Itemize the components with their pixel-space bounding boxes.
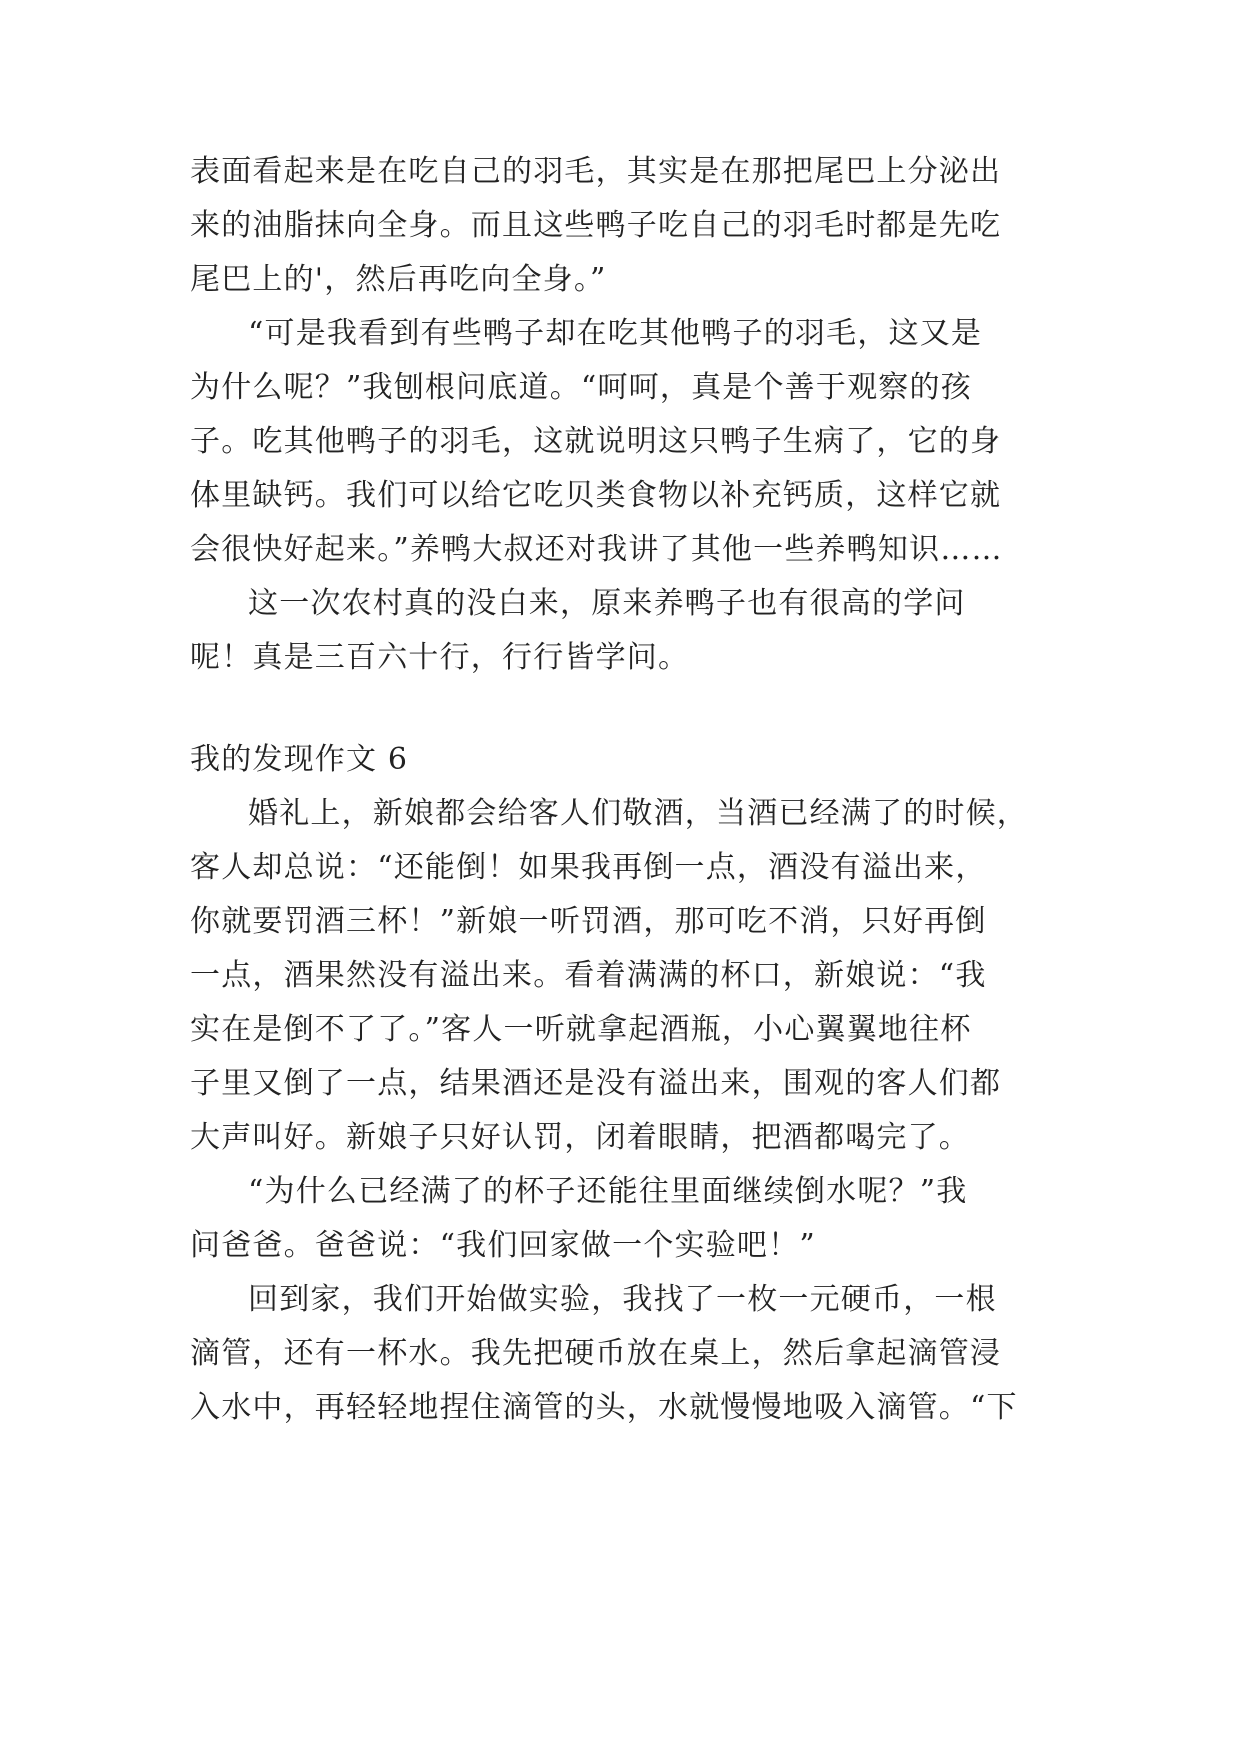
paragraph-line: 大声叫好。新娘子只好认罚，闭着眼睛，把酒都喝完了。 [190, 1120, 970, 1155]
paragraph-line: 一点，酒果然没有溢出来。看着满满的杯口，新娘说：“我 [190, 958, 987, 993]
paragraph-line: 回到家，我们开始做实验，我找了一枚一元硬币，一根 [248, 1282, 997, 1317]
paragraph-line: “可是我看到有些鸭子却在吃其他鸭子的羽毛，这又是 [248, 316, 983, 351]
paragraph-line: 这一次农村真的没白来，原来养鸭子也有很高的学问 [248, 586, 966, 621]
section-heading: 我的发现作文 6 [190, 742, 409, 777]
paragraph-line: 客人却总说：“还能倒！如果我再倒一点，酒没有溢出来， [190, 850, 987, 885]
paragraph-line: 子里又倒了一点，结果酒还是没有溢出来，围观的客人们都 [190, 1066, 1002, 1101]
paragraph-line: 会很快好起来。”养鸭大叔还对我讲了其他一些养鸭知识…… [190, 532, 1003, 567]
paragraph-line: 子。吃其他鸭子的羽毛，这就说明这只鸭子生病了，它的身 [190, 424, 1002, 459]
paragraph-line: 婚礼上，新娘都会给客人们敬酒，当酒已经满了的时候， [248, 796, 1028, 831]
paragraph-line: 来的油脂抹向全身。而且这些鸭子吃自己的羽毛时都是先吃 [190, 208, 1002, 243]
paragraph-line: 为什么呢？”我刨根问底道。“呵呵，真是个善于观察的孩 [190, 370, 972, 405]
paragraph-line: 你就要罚酒三杯！”新娘一听罚酒，那可吃不消，只好再倒 [190, 904, 987, 939]
paragraph-line: 入水中，再轻轻地捏住滴管的头，水就慢慢地吸入滴管。“下 [190, 1390, 1018, 1425]
paragraph-line: “为什么已经满了的杯子还能往里面继续倒水呢？”我 [248, 1174, 968, 1209]
paragraph-line: 体里缺钙。我们可以给它吃贝类食物以补充钙质，这样它就 [190, 478, 1002, 513]
paragraph-line: 尾巴上的'，然后再吃向全身。” [190, 262, 607, 297]
paragraph-line: 实在是倒不了了。”客人一听就拿起酒瓶，小心翼翼地往杯 [190, 1012, 972, 1047]
paragraph-line: 表面看起来是在吃自己的羽毛，其实是在那把尾巴上分泌出 [190, 154, 1002, 189]
paragraph-line: 滴管，还有一杯水。我先把硬币放在桌上，然后拿起滴管浸 [190, 1336, 1002, 1371]
paragraph-line: 呢！真是三百六十行，行行皆学问。 [190, 640, 690, 675]
paragraph-line: 问爸爸。爸爸说：“我们回家做一个实验吧！” [190, 1228, 816, 1263]
